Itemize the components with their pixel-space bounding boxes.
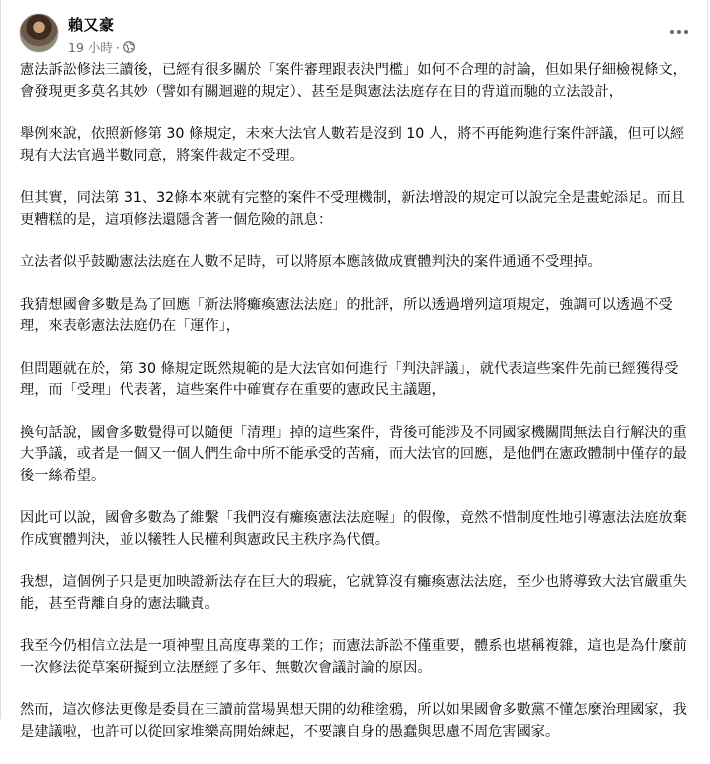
post-body [20,60,698,764]
post-paragraph: 換句話說，國會多數覺得可以隨便「清理」掉的這些案件，背後可能涉及不同國家機關間無法自行解決的重大爭議，或者是一個又一個人們生命中所不能承受的苦痛，而大法官的回應，是他們在憲政體制中僅存的最後一絲希望。 [20,424,687,484]
post-meta [68,38,135,56]
globe-icon[interactable] [123,41,135,53]
post-paragraph: 我想，這個例子只是更加映證新法存在巨大的瑕疵，它就算沒有癱瘓憲法法庭，至少也將導致大法官嚴重失能，甚至背離自身的憲法職責。 [20,574,687,612]
post-header [1,0,707,60]
post-paragraph: 但問題就在於，第 30 條規定既然規範的是大法官如何進行「判決評議」，就代表這些案件先前已經獲得受理，而「受理」代表著，這些案件中確實存在重要的憲政民主議題， [20,360,679,398]
meta-separator: · [115,39,120,55]
post-paragraph: 立法者似乎鼓勵憲法法庭在人數不足時，可以將原本應該做成實體判決的案件通通不受理掉。 [20,254,602,270]
post-paragraph: 然而，這次修法更像是委員在三讀前當場異想天開的幼稚塗鴉，所以如果國會多數黨不懂怎麼治理國家，我是建議啦，也許可以從回家堆樂高開始練起，不要讓自身的愚蠢與思慮不周危害國家。 [20,702,687,740]
more-options-icon[interactable] [665,22,693,42]
post-paragraph: 但其實，同法第 31、32條本來就有完整的案件不受理機制，新法增設的規定可以說完全是畫蛇添足。而且更糟糕的是，這項修法還隱含著一個危險的訊息： [20,190,685,228]
post-paragraph: 我至今仍相信立法是一項神聖且高度專業的工作；而憲法訴訟不僅重要，體系也堪稱複雜，這也是為什麼前一次修法從草案研擬到立法歷經了多年、無數次會議討論的原因。 [20,638,687,676]
post-paragraph: 憲法訴訟修法三讀後，已經有很多關於「案件審理跟表決門檻」如何不合理的討論，但如果仔細檢視條文，會發現更多莫名其妙（譬如有關迴避的規定）、甚至是與憲法法庭存在目的背道而馳的立法設計， [20,62,687,100]
post-time[interactable]: 19 小時 [68,40,113,55]
post-paragraph: 舉例來說，依照新修第 30 條規定，未來大法官人數若是沒到 10 人，將不再能夠進行案件評議，但可以經現有大法官過半數同意，將案件裁定不受理。 [20,126,685,164]
post-paragraph: 我猜想國會多數是為了回應「新法將癱瘓憲法法庭」的批評，所以透過增列這項規定，強調可以透過不受理，來表彰憲法法庭仍在「運作」， [20,296,673,334]
author-avatar[interactable] [19,13,59,53]
post-paragraph: 因此可以說，國會多數為了維繫「我們沒有癱瘓憲法法庭喔」的假像，竟然不惜制度性地引導憲法法庭放棄作成實體判決，並以犧牲人民權利與憲政民主秩序為代價。 [20,510,687,548]
author-name[interactable]: 賴又豪 [68,16,115,34]
